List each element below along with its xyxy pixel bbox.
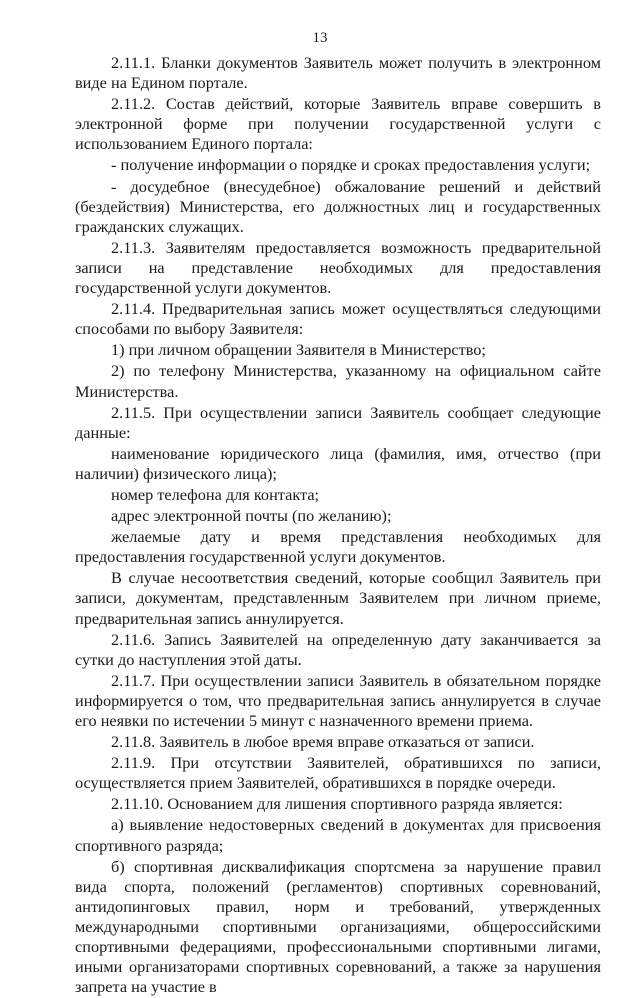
page-number: 13 — [312, 30, 328, 46]
list-item: а) выявление недостоверных сведений в документах для присвоения спортивного разряда; — [75, 815, 601, 855]
list-item: б) спортивная дисквалификация спортсмена за нарушение правил вида спорта, положений (регламентов) спортивных соревнований, антидопинговых правил, норм и требований, утвержденных международными спортивными организациями, общероссийскими спортивными федерациями, профессиональными спортивными лигами, иными организаторами спортивных соревнований, а также за нарушения запрета на участие в — [75, 856, 601, 997]
document-body — [75, 53, 601, 998]
paragraph: 2.11.10. Основанием для лишения спортивного разряда является: — [111, 794, 563, 814]
paragraph: 2.11.8. Заявитель в любое время вправе отказаться от записи. — [111, 732, 535, 752]
list-item: 1) при личном обращении Заявителя в Министерство; — [111, 340, 486, 360]
paragraph: 2.11.1. Бланки документов Заявитель может получить в электронном виде на Едином портале. — [75, 53, 601, 93]
paragraph: 2.11.5. При осуществлении записи Заявитель сообщает следующие данные: — [75, 402, 601, 442]
paragraph: 2.11.2. Состав действий, которые Заявитель вправе совершить в электронной форме при получении государственной услуги с использованием Единого портала: — [75, 94, 601, 154]
paragraph: 2.11.4. Предварительная запись может осуществляться следующими способами по выбору Заявителя: — [75, 299, 601, 339]
list-item: номер телефона для контакта; — [111, 484, 320, 504]
list-item: 2) по телефону Министерства, указанному на официальном сайте Министерства. — [75, 361, 601, 401]
list-item: - получение информации о порядке и сроках предоставления услуги; — [111, 155, 591, 175]
paragraph: В случае несоответствия сведений, которые сообщил Заявитель при записи, документам, представленным Заявителем при личном приеме, предварительная запись аннулируется. — [75, 568, 601, 628]
paragraph: 2.11.7. При осуществлении записи Заявитель в обязательном порядке информируется о том, что предварительная запись аннулируется в случае его неявки по истечении 5 минут с назначенного времени приема. — [75, 670, 601, 730]
list-item: желаемые дату и время представления необходимых для предоставления государственной услуги документов. — [75, 527, 601, 567]
list-item: адрес электронной почты (по желанию); — [111, 506, 392, 526]
list-item: - досудебное (внесудебное) обжалование решений и действий (бездействия) Министерства, его должностных лиц и государственных гражданских служащих. — [75, 176, 601, 236]
paragraph: 2.11.9. При отсутствии Заявителей, обратившихся по записи, осуществляется прием Заявителей, обратившихся в порядке очереди. — [75, 753, 601, 793]
paragraph: 2.11.6. Запись Заявителей на определенную дату заканчивается за сутки до наступления этой даты. — [75, 629, 601, 669]
paragraph: 2.11.3. Заявителям предоставляется возможность предварительной записи на представление необходимых для предоставления государственной услуги документов. — [75, 237, 601, 298]
list-item: наименование юридического лица (фамилия, имя, отчество (при наличии) физического лица); — [75, 443, 601, 483]
